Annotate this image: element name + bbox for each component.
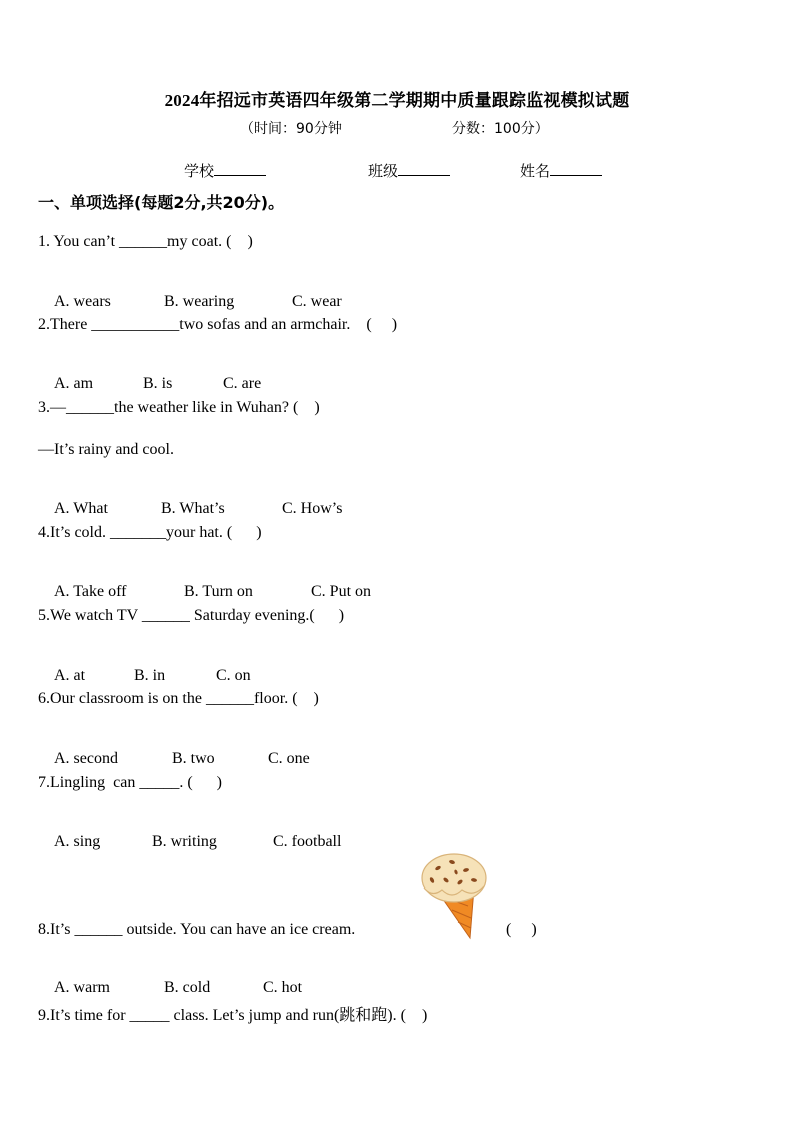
question-4: 4.It’s cold. _______your hat. ( ) [38, 524, 262, 541]
option-c[interactable]: C. hot [263, 979, 303, 996]
option-a[interactable]: A. warm [54, 979, 110, 996]
option-b[interactable]: B. Turn on [184, 583, 253, 600]
option-b[interactable]: B. wearing [164, 293, 235, 310]
option-b[interactable]: B. What’s [161, 500, 225, 517]
page-title: 2024年招远市英语四年级第二学期期中质量跟踪监视模拟试题 [164, 91, 630, 110]
exam-score: 分数：100分） [452, 121, 549, 137]
option-a[interactable]: A. What [54, 500, 108, 517]
option-a[interactable]: A. sing [54, 833, 101, 850]
question-8: 8.It’s ______ outside. You can have an ice cream. [38, 921, 356, 938]
school-blank[interactable] [214, 163, 266, 176]
question-5: 5.We watch TV ______ Saturday evening.( ) [38, 607, 345, 624]
option-b[interactable]: B. is [143, 375, 173, 392]
option-c[interactable]: C. Put on [311, 583, 372, 600]
question-9: 9.It’s time for _____ class. Let’s jump and run(跳和跑). ( ) [38, 1007, 428, 1024]
option-a[interactable]: A. second [54, 750, 118, 767]
name-blank[interactable] [550, 163, 602, 176]
option-a[interactable]: A. am [54, 375, 94, 392]
exam-time: （时间：90分钟 [240, 121, 342, 137]
option-c[interactable]: C. are [223, 375, 262, 392]
option-b[interactable]: B. cold [164, 979, 211, 996]
question-3: 3.—______the weather like in Wuhan? ( ) [38, 399, 320, 416]
option-a[interactable]: A. wears [54, 293, 111, 310]
question-1: 1. You can’t ______my coat. ( ) [38, 233, 253, 250]
question-7: 7.Lingling can _____. ( ) [38, 774, 222, 791]
options-7 [38, 815, 341, 869]
school-field [184, 160, 266, 181]
option-c[interactable]: C. wear [292, 293, 342, 310]
name-field [520, 160, 602, 181]
name-label: 姓名 [520, 162, 551, 180]
option-b[interactable]: B. two [172, 750, 215, 767]
question-6: 6.Our classroom is on the ______floor. ( ) [38, 690, 319, 707]
class-label: 班级 [368, 162, 399, 180]
option-a[interactable]: A. at [54, 667, 86, 684]
section-heading: 一、单项选择(每题2分,共20分)。 [38, 193, 285, 212]
option-b[interactable]: B. writing [152, 833, 217, 850]
option-c[interactable]: C. football [273, 833, 342, 850]
school-label: 学校 [184, 162, 215, 180]
answer-bracket-8[interactable]: ( ) [506, 921, 537, 938]
class-field [368, 160, 450, 181]
question-2: 2.There ___________two sofas and an armchair. ( ) [38, 316, 398, 333]
option-a[interactable]: A. Take off [54, 583, 127, 600]
question-3-answer: —It’s rainy and cool. [38, 441, 174, 458]
ice-cream-icon [418, 850, 490, 940]
option-c[interactable]: C. on [216, 667, 251, 684]
option-c[interactable]: C. one [268, 750, 310, 767]
option-b[interactable]: B. in [134, 667, 166, 684]
class-blank[interactable] [398, 163, 450, 176]
option-c[interactable]: C. How’s [282, 500, 343, 517]
